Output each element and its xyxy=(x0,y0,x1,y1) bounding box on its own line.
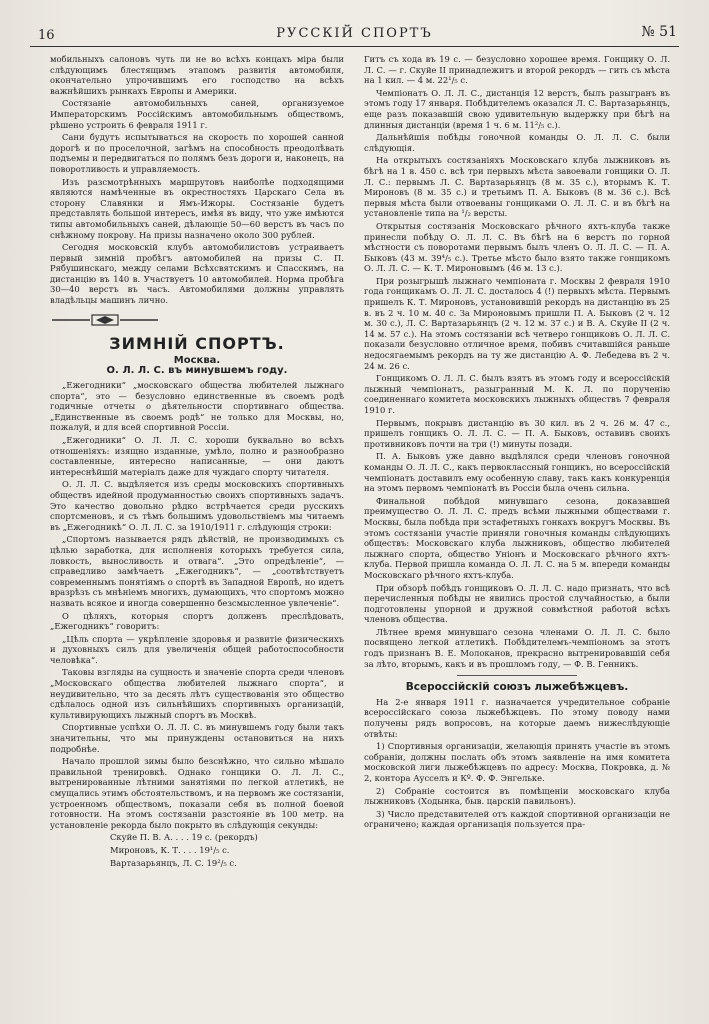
left-column xyxy=(50,54,344,1018)
paragraph: Первымъ, покрывъ дистанцію въ 30 кил. въ 2 ч. 26 м. 47 с., пришелъ гонщикъ О. Л. Л. С. — П. А. Быковъ, оставивъ своихъ противниковъ почти на три (!) минуты позади. xyxy=(364,417,670,449)
paragraph: Спортивные успѣхи О. Л. Л. С. въ минувшемъ году были такъ значительны, что мы принуждены остановиться на нихъ подробнѣе. xyxy=(50,722,344,754)
page-header xyxy=(30,24,679,47)
paragraph: 2) Собраніе состоится въ помѣщеніи московскаго клуба лыжниковъ (Ходынка, быв. царскій павильонъ). xyxy=(364,785,670,807)
section-divider xyxy=(457,675,577,676)
paragraph: Начало прошлой зимы было безснѣжно, что сильно мѣшало правильной тренировкѣ. Однако гонщики О. Л. Л. С., вытренированные лѣтними занятіями по легкой атлетикѣ, не смущались этимъ обстоятельствомъ, и на первомъ же состязаніи, устроенномъ обществомъ, показали себя въ полной боевой готовности. На этомъ состязаніи разстояніе въ 100 метр. на установленіе рекорда было покрыто въ слѣдующія секунды: xyxy=(50,756,344,830)
section-title: ЗИМНIЙ СПОРТЪ. xyxy=(109,334,285,354)
running-title: РУССКIЙ СПОРТЪ xyxy=(276,26,433,41)
paragraph: мобильныхъ салоновъ чуть ли не во всѣхъ концахъ міра были слѣдующимъ блестящимъ этапомъ развитія автомобиля, окончательно упрочившимъ его господство на всѣхъ важнѣйшихъ рынкахъ Европы и Америки. xyxy=(50,54,344,96)
paragraph: О цѣляхъ, которыя спортъ долженъ преслѣдовать, „Ежегодникъ“ говоритъ: xyxy=(50,610,344,632)
paragraph: При розыгрышѣ лыжнаго чемпіоната г. Москвы 2 февраля 1910 года гонщикамъ О. Л. Л. С. досталось 4 (!) первыхъ мѣста. Первымъ пришелъ К. Т. Мироновъ, установившій рекордъ на дистанцію въ 25 в. въ 2 ч. 10 м. 40 с. За Мироновымъ пришли П. А. Быковъ (2 ч. 12 м. 30 с.), Л. С. Вартазарьянцъ (2 ч. 12 м. 37 с.) и В. А. Скуйе II (2 ч. 14 м. 57 с.). На этомъ состязаніи всѣ четверо гонщиковъ О. Л. Л. С. показали безусловно отличное время, побивъ считавшійся раньше недосягаемымъ рекордъ на ту же дистанцію А. Ф. Лебедева въ 2 ч. 24 м. 26 с. xyxy=(364,275,670,371)
city-heading: Москва. xyxy=(173,354,221,366)
article-subtitle: О. Л. Л. С. въ минувшемъ году. xyxy=(106,365,288,377)
paragraph: Финальной побѣдой минувшаго сезона, доказавшей преимущество О. Л. Л. С. предъ всѣми лыжными обществами г. Москвы, была побѣда при эстафетныхъ гонкахъ вокругъ Москвы. Въ этомъ состязаніи участіе приняли гоночныя команды слѣдующихъ обществъ: Московскаго клуба лыжниковъ, общество любителей лыжнаго спорта, общество Унiонъ и Московскаго рѣчного яхтъ-клуба. Первой пришла команда О. Л. Л. С. на 5 м. впереди команды Московскаго рѣчного яхтъ-клуба. xyxy=(364,495,670,580)
ornament-divider-icon xyxy=(50,313,160,327)
paragraph: Дальнѣйшія побѣды гоночной команды О. Л. Л. С. были слѣдующія. xyxy=(364,132,670,153)
paragraph: Таковы взгляды на сущность и значеніе спорта среди членовъ „Московскаго общества любителей лыжнаго спорта“, и неудивительно, что за десять лѣтъ существованія это общество сдѣлалось одной изъ сильнѣйшихъ спортивныхъ организацій, культивирующихъ лыжный спортъ въ Москвѣ. xyxy=(50,667,344,720)
section-title-union: Всероссiйскiй союзъ лыжебѣжцевъ. xyxy=(405,681,629,694)
paragraph: Состязаніе автомобильныхъ саней, организуемое Императорскимъ Россійскимъ автомобильнымъ обществомъ, рѣшено устроить 6 февраля 1911 г. xyxy=(50,98,344,130)
paragraph: „Спортомъ называется рядъ дѣйствій, не производимыхъ съ цѣлью заработка, для исполненія которыхъ требуется сила, ловкость, выносливость и отвага“. „Это опредѣленіе“, — справедливо замѣчаетъ „Ежегодникъ“, — „соотвѣтствуетъ современнымъ понятіямъ о спортѣ въ Западной Европѣ, но идетъ вразрѣзъ съ мнѣніемъ многихъ, думающихъ, что спортомъ можно назвать всякое и иногда совершенно безсмысленное увлеченіе“. xyxy=(50,534,344,608)
paragraph: „Ежегодники“ О. Л. Л. С. хороши буквально во всѣхъ отношеніяхъ: изящно изданные, умѣло, полно и разнообразно составленные, интересно написанные, — они даютъ интереснѣйшій матеріалъ даже для чуждаго спорту читателя. xyxy=(50,435,344,477)
paragraph: Сегодня московскій клубъ автомобилистовъ устраиваетъ первый зимній пробѣгъ автомобилей на призы С. П. Рябушинскаго, между селами Всѣхсвятскимъ и Спасскимъ, на дистанцію въ 140 в. Участвуетъ 10 автомобилей. Норма пробѣга 30—40 верстъ въ часъ. Автомобилями должны управлять владѣльцы машинъ лично. xyxy=(50,242,344,306)
paragraph: О. Л. Л. С. выдѣляется изъ среды московскихъ спортивныхъ обществъ идейной продуманностью своихъ спортивныхъ задачъ. Это качество довольно рѣдко встрѣчается среди русскихъ спортсменовъ, и съ тѣмъ большимъ удовольствіемъ мы читаемъ въ „Ежегодникѣ“ О. Л. Л. С. за 1910/1911 г. слѣдующія строки: xyxy=(50,479,344,532)
right-column xyxy=(364,54,670,1018)
paragraph: 1) Спортивныя организаціи, желающія принять участіе въ этомъ собраніи, должны послать объ этомъ заявленіе на имя комитета московской лиги лыжебѣжцевъ по адресу: Москва, Покровка, д. № 2, контора Аусселъ и Кº. Ф. Ф. Энгельке. xyxy=(364,741,670,783)
record-line: Мироновъ, К. Т. . . . 19¹/₅ с. xyxy=(110,844,230,855)
paragraph: Лѣтнее время минувшаго сезона членами О. Л. Л. С. было посвящено легкой атлетикѣ. Побѣдителемъ-чемпіономъ за этотъ годъ признанъ В. Е. Молоканов, прекрасно вытренировавшій себя за лѣто, вторымъ, какъ и въ прошломъ году, — Ф. В. Генникъ. xyxy=(364,626,670,669)
paragraph: Сани будутъ испытываться на скорость по хорошей санной дорогѣ и по проселочной, загѣмъ на способность преодолѣвать подъемы и передвигаться по полямъ безъ дороги и, наконецъ, на поворотливость и управляемость. xyxy=(50,132,344,174)
paragraph: На 2-е января 1911 г. назначается учредительное собраніе всероссійскаго союза лыжебѣжцевъ. По этому поводу нами получены рядъ вопросовъ, на которые даемъ нижеслѣдующіе отвѣты: xyxy=(364,696,670,739)
paragraph: „Ежегодники“ „московскаго общества любителей лыжнаго спорта“, это — безусловно единственные въ своемъ родѣ годичные отчеты о дѣятельности спортивнаго общества. „Единственные въ своемъ родѣ“ не только для Москвы, но, пожалуй, и для всей спортивной Россіи. xyxy=(50,380,344,433)
paragraph: Гитъ съ хода въ 19 с. — безусловно хорошее время. Гонщику О. Л. Л. С. — г. Скуйе II принадлежитъ и второй рекордъ — гить съ мѣста на 1 кил. — 4 м. 22¹/₅ с. xyxy=(364,54,670,86)
issue-number: № 51 xyxy=(641,24,677,40)
paragraph: Чемпіонатъ О. Л. Л. С., дистанція 12 верстъ, былъ разыгранъ въ этомъ году 17 января. Побѣдителемъ оказался Л. С. Вартазарьянцъ, еще разъ показавшій свою удивительную выдержку при бѣгѣ на длинныя дистанціи (время 1 ч. 6 м. 11²/₅ с.). xyxy=(364,87,670,130)
record-line: Вартазарьянцъ, Л. С. 19²/₅ с. xyxy=(110,857,237,868)
paragraph: Открытыя состязанія Московскаго рѣчного яхтъ-клуба также принесли побѣду О. Л. Л. С. Въ бѣгѣ на 6 верстъ по горной мѣстности съ поворотами первымъ былъ членъ О. Л. Л. С. — П. А. Быковъ (43 м. 39⁴/₅ с.). Третье мѣсто было взято также гонщикомъ О. Л. Л. С. — К. Т. Мироновымъ (46 м. 13 с.). xyxy=(364,220,670,274)
paragraph: „Цѣль спорта — укрѣпленіе здоровья и развитіе физическихъ и духовныхъ силъ для увеличенія общей работоспособности человѣка“. xyxy=(50,633,344,665)
paragraph: При обзорѣ побѣдъ гонщиковъ О. Л. Л. С. надо признать, что всѣ перечисленныя побѣды не явились простой случайностью, а были подготовлены упорной и дружной совмѣстной работой всѣхъ членовъ общества. xyxy=(364,582,670,625)
record-line: Скуйе П. В. А. . . . 19 с. (рекордъ) xyxy=(110,832,258,843)
paragraph: 3) Число представителей отъ каждой спортивной организаціи не ограничено; каждая организація пользуется пра- xyxy=(364,808,670,830)
paragraph: Изъ разсмотрѣнныхъ маршрутовъ наиболѣе подходящими являются намѣченные въ окрестностяхъ Царскаго Села въ сторону Славянки и Ямъ-Ижоры. Состязаніе будетъ представлять большой интересъ, имѣя въ виду, что уже имѣются типы автомобильныхъ саней, дѣлающіе 50—60 верстъ въ часъ по снѣжному покрову. На призы назначено около 300 рублей. xyxy=(50,176,344,240)
paragraph: П. А. Быковъ уже давно выдѣлялся среди членовъ гоночной команды О. Л. Л. С., какъ первоклассный гонщикъ, но всероссійскій чемпіонатъ доставилъ ему особенную славу, такъ какъ конкуренція на этомъ первомъ чемпіонатѣ въ Россіи была очень сильна. xyxy=(364,451,670,494)
paragraph: На открытыхъ состязаніяхъ Московскаго клуба лыжниковъ въ бѣгѣ на 1 в. 450 с. всѣ три первыхъ мѣста завоевали гонщики О. Л. Л. С.: первымъ Л. С. Вартазарьянцъ (8 м. 35 с.), вторымъ К. Т. Мироновъ (8 м. 35 с.) и третьимъ П. А. Быковъ (8 м. 36 с.). Всѣ первыя мѣста были отвоеваны гонщиками О. Л. Л. С. и въ бѣгѣ на установленіе типа на ¹/₂ версты. xyxy=(364,155,670,219)
paragraph: Гонщикомъ О. Л. Л. С. былъ взятъ въ этомъ году и всероссійскій лыжный чемпіонатъ, разыгранный М. К. Л. по порученію соединеннаго комитета московскихъ лыжныхъ обществъ 7 февраля 1910 г. xyxy=(364,373,670,415)
page-number: 16 xyxy=(38,28,55,43)
